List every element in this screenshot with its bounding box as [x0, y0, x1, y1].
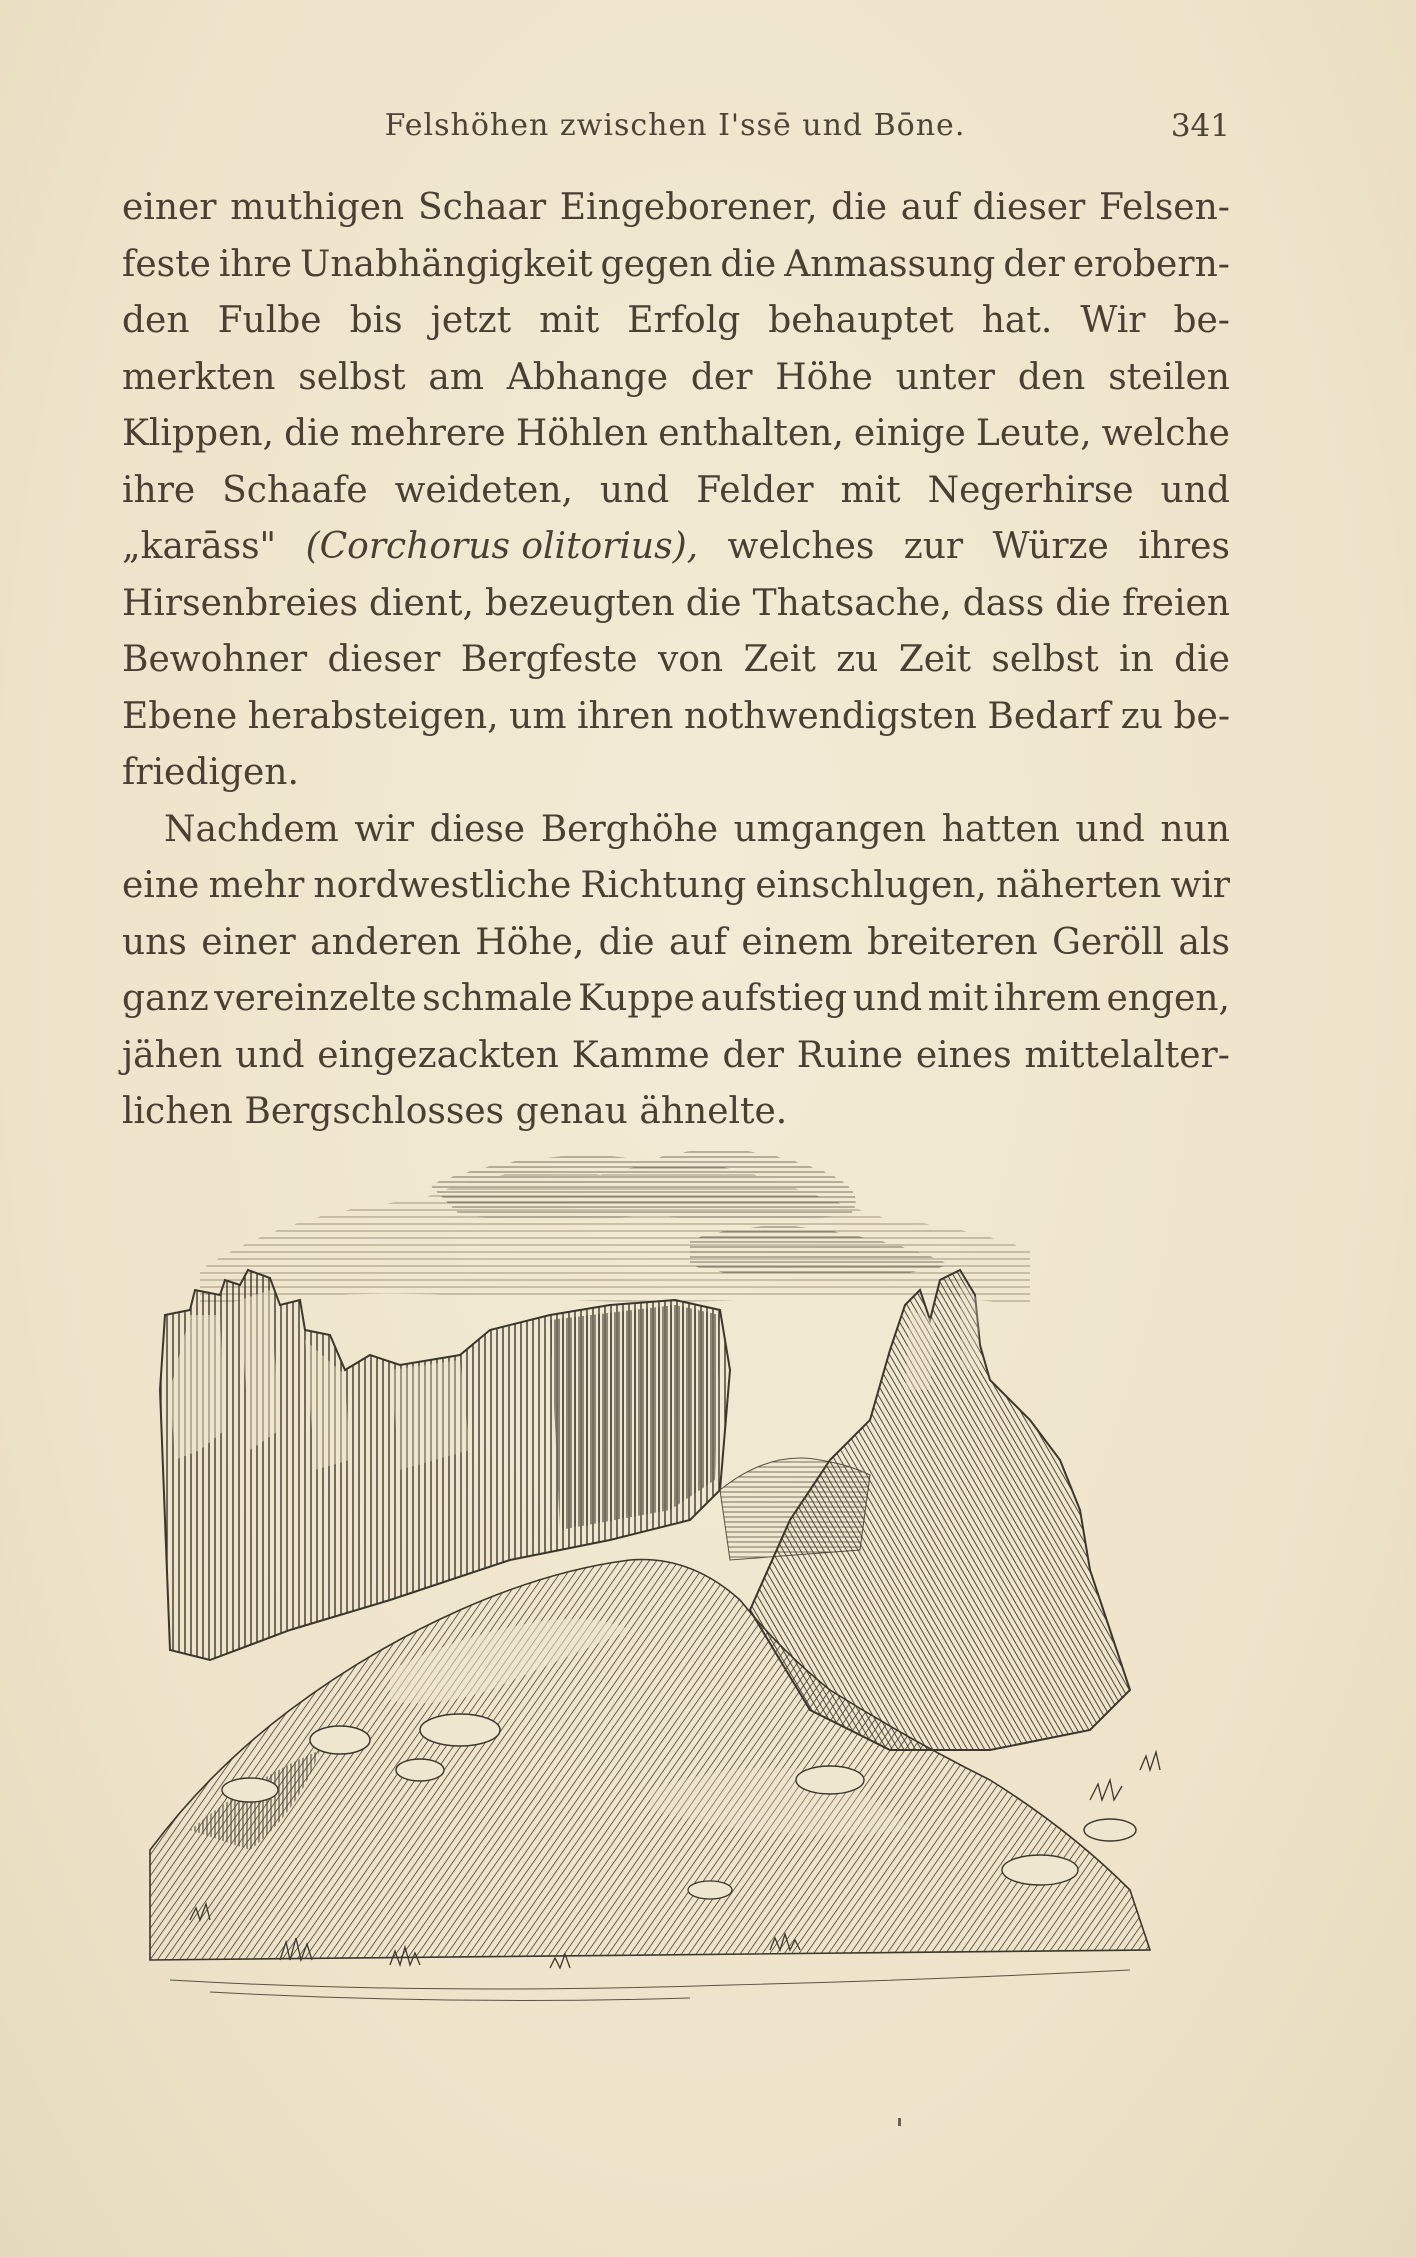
text-line [122, 689, 1230, 746]
word: einer [201, 921, 296, 963]
word: welche [1101, 413, 1230, 454]
word: näherten [996, 865, 1162, 906]
word: Ruine [796, 1034, 904, 1076]
word: nothwendigsten [684, 695, 977, 737]
text-line [122, 1028, 1230, 1085]
word: engen, [1106, 978, 1230, 1019]
word: mit [927, 978, 988, 1019]
word: nun [1160, 808, 1230, 850]
word: Bergfeste [460, 639, 638, 680]
word: eine [122, 865, 200, 906]
word: schmale [422, 978, 573, 1019]
word: (Corchorus olitorius), [305, 526, 699, 567]
word: steilen [1108, 356, 1230, 398]
word: aufstieg [700, 978, 848, 1019]
word: dient, [368, 582, 474, 624]
text-line [122, 971, 1230, 1028]
word: Eingeborener, [559, 187, 818, 228]
word: dieser [327, 639, 441, 680]
word: Hirsenbreies [122, 582, 358, 624]
word: hatten [941, 808, 1060, 850]
word: weideten, [394, 469, 573, 511]
word: einer [122, 187, 217, 228]
word: Höhe [775, 356, 873, 398]
word: hat. [981, 300, 1053, 341]
word: Bedarf [987, 695, 1111, 737]
word: diese [429, 808, 526, 850]
text-line [122, 576, 1230, 633]
text-line [122, 406, 1230, 463]
word: auf [668, 921, 727, 963]
word: um [509, 695, 567, 737]
word: Leute, [975, 413, 1092, 454]
word: Schaar [417, 187, 547, 228]
word: Geröll [1052, 921, 1165, 963]
text-line [122, 915, 1230, 972]
word: mit [539, 300, 600, 341]
word: erobern- [1072, 243, 1230, 285]
text-line [122, 293, 1230, 350]
word: Schaafe [222, 469, 368, 511]
word: Richtung [580, 865, 747, 906]
word: die [1174, 639, 1230, 680]
word: ihres [1138, 526, 1230, 567]
word: einschlugen, [755, 865, 987, 906]
word: enthalten, [658, 413, 844, 454]
ink-fleck [898, 2118, 901, 2126]
word: Anmassung [784, 243, 996, 285]
word: dieser [972, 187, 1086, 228]
running-title: Felshöhen zwischen I'ssē und Bōne. [384, 108, 966, 143]
word: be- [1173, 695, 1230, 737]
word: und [852, 978, 923, 1019]
word: mit [840, 469, 901, 511]
word: Kamme [571, 1034, 710, 1076]
text-line [122, 180, 1230, 237]
word: Ebene [122, 695, 238, 737]
word: einem [741, 921, 853, 963]
word: merkten [122, 356, 276, 398]
word: der [1003, 243, 1065, 285]
word: friedigen. [122, 752, 299, 793]
word: Bewohner [122, 639, 308, 680]
word: feste [122, 243, 211, 285]
word: nordwestliche [313, 865, 572, 906]
word: Berghöhe [540, 808, 719, 850]
word: Nachdem [164, 808, 339, 850]
word: Abhange [506, 356, 669, 398]
word: mittelalter- [1024, 1034, 1230, 1076]
word: gegen [600, 243, 713, 285]
word: ihrem [993, 978, 1101, 1019]
text-line [122, 802, 1230, 859]
text-line [122, 745, 1230, 802]
word: ihre [122, 469, 196, 511]
word: ähnelte. [639, 1091, 788, 1132]
word: bis [349, 300, 403, 341]
word: am [428, 356, 484, 398]
text-line [122, 350, 1230, 407]
word: lichen [122, 1091, 233, 1132]
word: Wir [1080, 300, 1146, 341]
word: die [831, 187, 888, 228]
text-line [122, 632, 1230, 689]
word: Felder [696, 469, 814, 511]
word: den [122, 300, 190, 341]
word: die [598, 921, 655, 963]
word: uns [122, 921, 187, 963]
text-line [122, 858, 1230, 915]
word: zu [836, 639, 879, 680]
word: und [1075, 808, 1145, 850]
word: die [685, 582, 742, 624]
word: mehr [208, 865, 305, 906]
word: und [599, 469, 670, 511]
word: die [720, 243, 777, 285]
word: den [1017, 356, 1086, 398]
word: bezeugten [484, 582, 675, 624]
word: Zeit [743, 639, 816, 680]
word: be- [1173, 300, 1230, 341]
sky-clouds [200, 1150, 1030, 1305]
word: Negerhirse [927, 469, 1134, 511]
word: ganz [122, 978, 209, 1019]
word: Zeit [898, 639, 972, 680]
word: zu [1120, 695, 1163, 737]
word: der [722, 1034, 785, 1076]
word: breiteren [867, 921, 1038, 963]
word: ihren [577, 695, 674, 737]
text-line [122, 463, 1230, 520]
word: und [1160, 469, 1230, 511]
word: von [657, 639, 724, 680]
running-head [120, 108, 1230, 152]
word: Unabhängigkeit [300, 243, 593, 285]
word: die [1055, 582, 1112, 624]
word: zur [903, 526, 964, 567]
word: einige [853, 413, 966, 454]
word: „karāss" [122, 526, 277, 567]
word: der [690, 356, 753, 398]
word: Kuppe [578, 978, 695, 1019]
text-line [122, 237, 1230, 294]
word: auf [900, 187, 959, 228]
word: umgangen [733, 808, 927, 850]
word: und [235, 1034, 305, 1076]
word: Fulbe [217, 300, 322, 341]
word: ihre [218, 243, 293, 285]
word: wir [354, 808, 414, 850]
word: unter [895, 356, 995, 398]
word: welches [727, 526, 875, 567]
word: jähen [122, 1034, 223, 1076]
word: selbst [298, 356, 406, 398]
text-line [122, 519, 1230, 576]
word: Würze [992, 526, 1109, 567]
word: wir [1170, 865, 1230, 906]
word: jetzt [430, 300, 512, 341]
word: Erfolg [627, 300, 741, 341]
word: freien [1122, 582, 1230, 624]
word: anderen [310, 921, 461, 963]
word: Höhe, [475, 921, 585, 963]
word: als [1178, 921, 1230, 963]
word: eingezackten [317, 1034, 559, 1076]
word: Felsen- [1099, 187, 1230, 228]
word: die [284, 413, 340, 454]
word: dass [962, 582, 1045, 624]
word: genau [515, 1091, 628, 1132]
engraving-rock-outcrops [130, 1130, 1240, 2030]
word: Bergschlosses [244, 1091, 505, 1132]
word: selbst [991, 639, 1099, 680]
word: Thatsache, [752, 582, 952, 624]
word: muthigen [230, 187, 405, 228]
body-text [122, 180, 1230, 1141]
word: vereinzelte [214, 978, 417, 1019]
word: Klippen, [122, 413, 274, 454]
word: behauptet [768, 300, 954, 341]
word: mehrere [350, 413, 506, 454]
page-number: 341 [1170, 108, 1230, 144]
word: in [1119, 639, 1154, 680]
word: herabsteigen, [247, 695, 499, 737]
bottom-vignette [170, 1970, 1130, 2000]
word: Höhlen [515, 413, 649, 454]
word: eines [915, 1034, 1012, 1076]
